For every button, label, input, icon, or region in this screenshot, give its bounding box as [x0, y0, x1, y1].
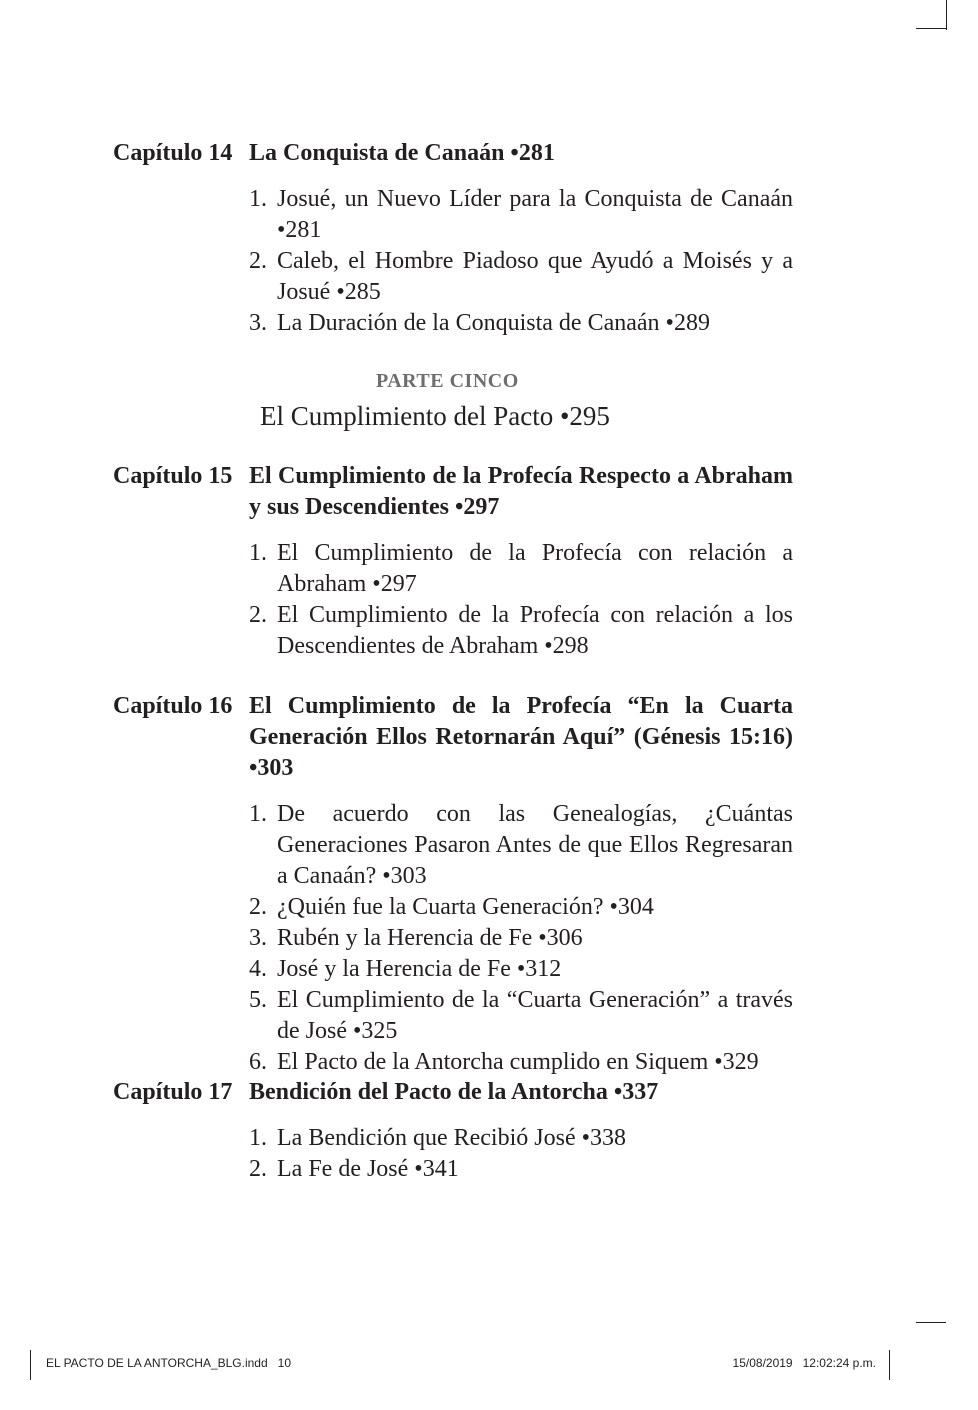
- chapter-title: El Cumplimiento de la Profecía “En la Cuarta Generación Ellos Retornarán Aquí” (Génesis 15:16) •303: [249, 693, 793, 781]
- chapter-number: Capítulo 15: [113, 463, 233, 489]
- chapter-heading: [113, 138, 793, 169]
- part-heading: [250, 368, 650, 435]
- item-text: Caleb, el Hombre Piadoso que Ayudó a Moisés y a Josué •285: [277, 248, 793, 305]
- item-text: El Pacto de la Antorcha cumplido en Siquem •329: [277, 1049, 759, 1075]
- item-number: 4.: [249, 956, 267, 982]
- chapter-title: Bendición del Pacto de la Antorcha •337: [249, 1079, 659, 1105]
- item-text: La Fe de José •341: [277, 1156, 459, 1182]
- chapter-17: [113, 1077, 793, 1185]
- item-number: 5.: [249, 987, 267, 1013]
- section-list: [249, 538, 793, 662]
- item-number: 3.: [249, 310, 267, 336]
- slug-datetime: 15/08/2019 12:02:24 p.m.: [732, 1356, 876, 1370]
- list-item: [249, 600, 793, 662]
- list-item: [249, 246, 793, 308]
- chapter-title: La Conquista de Canaán •281: [249, 140, 555, 166]
- item-number: 1.: [249, 801, 267, 827]
- item-number: 1.: [249, 540, 267, 566]
- list-item: [249, 799, 793, 892]
- section-list: [249, 799, 793, 1078]
- part-title: El Cumplimiento del Pacto •295: [260, 401, 610, 431]
- crop-mark: [30, 1350, 31, 1380]
- chapter-16: [113, 691, 793, 1078]
- item-number: 2.: [249, 602, 267, 628]
- list-item: [249, 985, 793, 1047]
- list-item: [249, 308, 793, 339]
- crop-mark: [916, 28, 946, 29]
- list-item: [249, 923, 793, 954]
- item-text: El Cumplimiento de la “Cuarta Generación” a través de José •325: [277, 987, 793, 1044]
- item-text: La Duración de la Conquista de Canaán •289: [277, 310, 710, 336]
- chapter-15: [113, 461, 793, 662]
- item-number: 3.: [249, 925, 267, 951]
- list-item: [249, 1123, 793, 1154]
- crop-mark: [946, 0, 947, 30]
- chapter-number: Capítulo 14: [113, 140, 233, 166]
- item-number: 1.: [249, 186, 267, 212]
- chapter-heading: [113, 1077, 793, 1108]
- chapter-14: [113, 138, 793, 339]
- list-item: [249, 954, 793, 985]
- item-number: 2.: [249, 248, 267, 274]
- chapter-heading: [113, 461, 793, 523]
- list-item: [249, 538, 793, 600]
- crop-mark: [916, 1322, 946, 1323]
- item-text: El Cumplimiento de la Profecía con relación a Abraham •297: [277, 540, 793, 597]
- chapter-title: El Cumplimiento de la Profecía Respecto a Abraham y sus Descendientes •297: [249, 463, 793, 520]
- item-text: El Cumplimiento de la Profecía con relación a los Descendientes de Abraham •298: [277, 602, 793, 659]
- item-number: 2.: [249, 894, 267, 920]
- section-list: [249, 184, 793, 339]
- item-text: De acuerdo con las Genealogías, ¿Cuántas Generaciones Pasaron Antes de que Ellos Regresaran a Canaán? •303: [277, 801, 793, 889]
- item-number: 6.: [249, 1049, 267, 1075]
- chapter-heading: [113, 691, 793, 784]
- part-label: PARTE CINCO: [376, 370, 519, 392]
- list-item: [249, 892, 793, 923]
- slug-filename: EL PACTO DE LA ANTORCHA_BLG.indd 10: [46, 1356, 291, 1370]
- chapter-number: Capítulo 16: [113, 693, 233, 719]
- list-item: [249, 1154, 793, 1185]
- list-item: [249, 184, 793, 246]
- chapter-number: Capítulo 17: [113, 1079, 233, 1105]
- item-number: 1.: [249, 1125, 267, 1151]
- item-text: José y la Herencia de Fe •312: [277, 956, 562, 982]
- item-text: Josué, un Nuevo Líder para la Conquista de Canaán •281: [277, 186, 793, 243]
- item-number: 2.: [249, 1156, 267, 1182]
- item-text: La Bendición que Recibió José •338: [277, 1125, 626, 1151]
- section-list: [249, 1123, 793, 1185]
- list-item: [249, 1047, 793, 1078]
- crop-mark: [889, 1350, 890, 1380]
- item-text: Rubén y la Herencia de Fe •306: [277, 925, 583, 951]
- item-text: ¿Quién fue la Cuarta Generación? •304: [277, 894, 654, 920]
